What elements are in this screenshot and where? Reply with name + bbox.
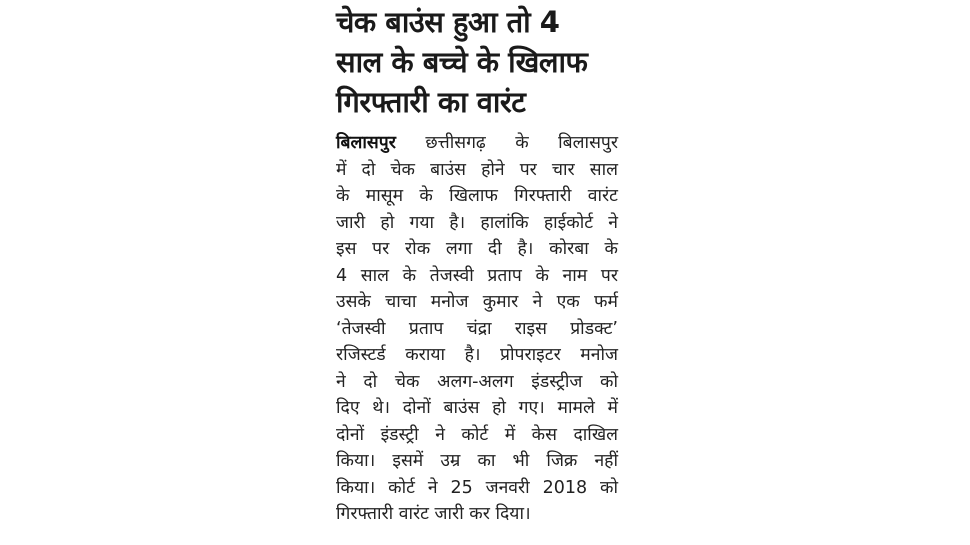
article-body (336, 130, 618, 528)
headline-line: गिरफ्तारी का वारंट (336, 85, 526, 119)
headline-line: चेक बाउंस हुआ तो 4 (336, 5, 560, 39)
body-line: दिए थे। दोनों बाउंस हो गए। मामले में (336, 398, 618, 418)
body-line: किया। कोर्ट ने 25 जनवरी 2018 को (336, 477, 618, 498)
news-clipping (336, 0, 618, 545)
headline (336, 0, 618, 122)
body-line: 4 साल के तेजस्वी प्रताप के नाम पर (336, 265, 618, 286)
body-line: रजिस्टर्ड कराया है। प्रोपराइटर मनोज (336, 345, 618, 365)
body-line-last: गिरफ्तारी वारंट जारी कर दिया। (336, 504, 531, 524)
body-line: दोनों इंडस्ट्री ने कोर्ट में केस दाखिल (336, 424, 618, 445)
body-line: ‘तेजस्वी प्रताप चंद्रा राइस प्रोडक्ट’ (336, 318, 618, 339)
body-line: इस पर रोक लगा दी है। कोरबा के (336, 239, 618, 259)
body-line-first-rest: छत्तीसगढ़ के बिलासपुर (425, 133, 618, 153)
body-line: उसके चाचा मनोज कुमार ने एक फर्म (336, 292, 618, 312)
dateline: बिलासपुर (336, 133, 396, 153)
body-line: में दो चेक बाउंस होने पर चार साल (336, 159, 618, 180)
body-line: किया। इसमें उम्र का भी जिक्र नहीं (336, 451, 618, 471)
body-line: जारी हो गया है। हालांकि हाईकोर्ट ने (336, 212, 618, 233)
body-line: ने दो चेक अलग-अलग इंडस्ट्रीज को (336, 371, 618, 392)
headline-line: साल के बच्चे के खिलाफ (336, 45, 588, 79)
body-line-first (336, 130, 618, 157)
body-line: के मासूम के खिलाफ गिरफ्तारी वारंट (336, 186, 618, 206)
